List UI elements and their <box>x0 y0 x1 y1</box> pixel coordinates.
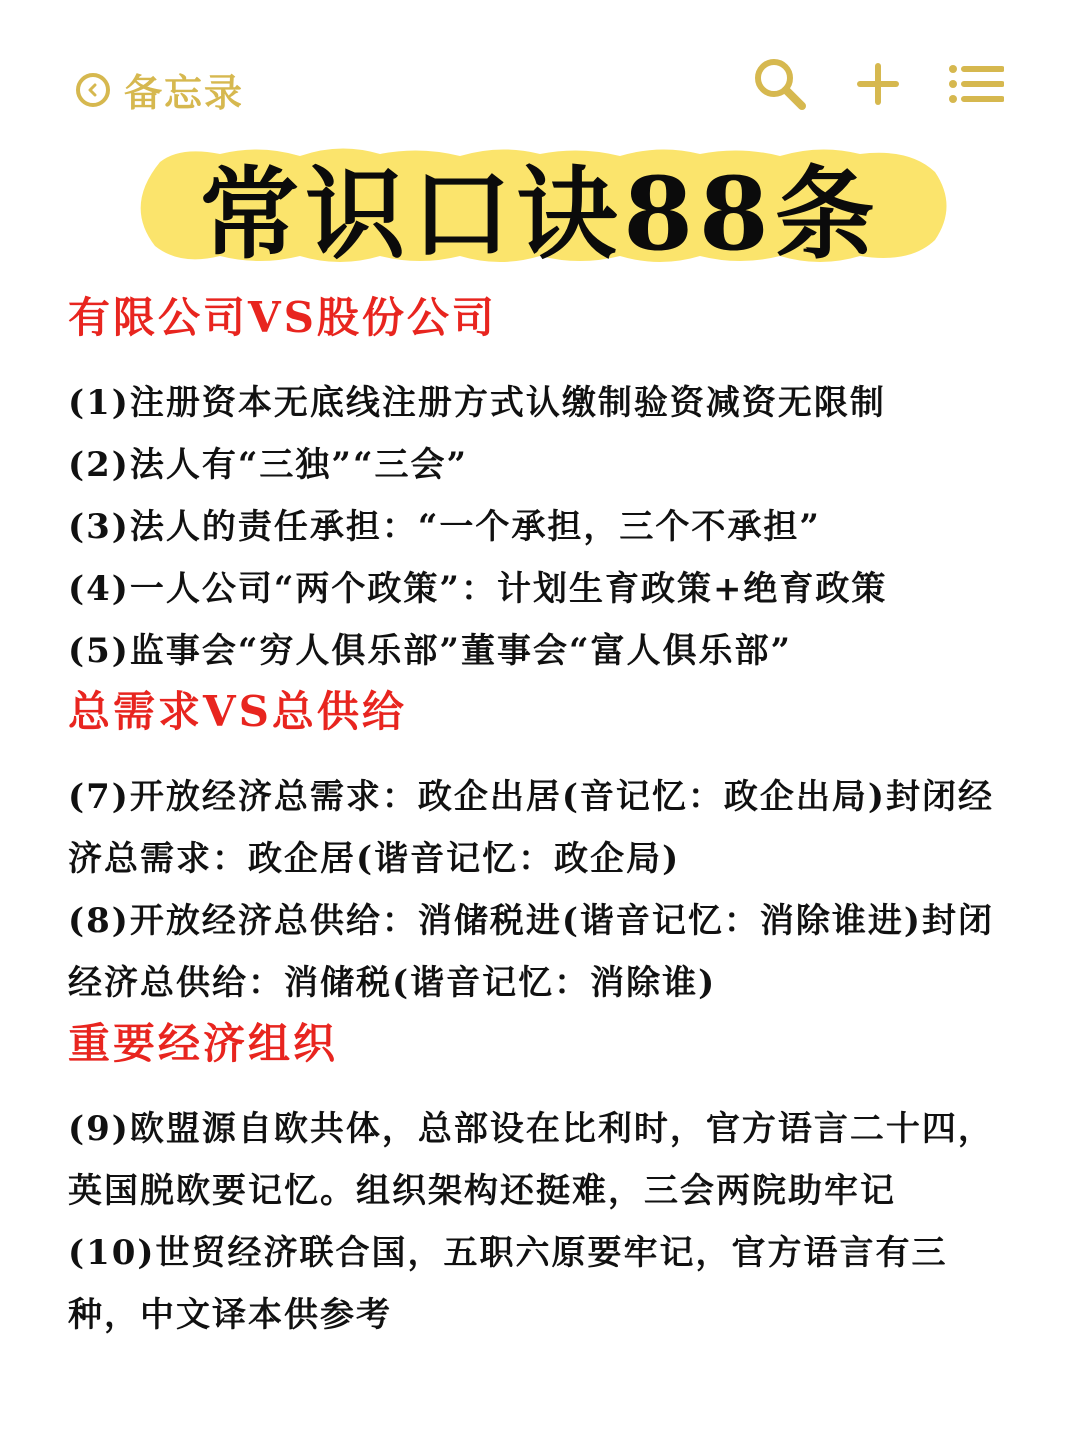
section-title: 重要经济组织 <box>68 1019 339 1068</box>
list-item: (2)法人有“三独”“三会” <box>68 445 469 485</box>
add-icon[interactable] <box>856 62 900 106</box>
list-item: (9)欧盟源自欧共体，总部设在比利时，官方语言二十四，英国脱欧要记忆。组织架构还挺难，三会两院助牢记 <box>68 1109 994 1211</box>
section-demand-supply <box>68 682 1018 1014</box>
list-item: (7)开放经济总需求：政企出居(音记忆：政企出局)封闭经济总需求：政企居(谐音记忆：政企局) <box>68 777 995 879</box>
back-label: 备忘录 <box>124 71 245 115</box>
list-icon[interactable] <box>948 64 1004 104</box>
back-chevron-icon <box>76 73 110 107</box>
search-icon[interactable] <box>752 56 808 112</box>
item-list <box>68 766 1018 1014</box>
spacer <box>68 1074 1018 1098</box>
top-bar <box>0 0 1080 150</box>
list-item: (1)注册资本无底线注册方式认缴制验资减资无限制 <box>68 383 886 423</box>
list-item: (3)法人的责任承担：“一个承担，三个不承担” <box>68 507 821 547</box>
spacer <box>68 742 1018 766</box>
item-list <box>68 372 1018 682</box>
section-organizations <box>68 1014 1018 1346</box>
list-item: (10)世贸经济联合国，五职六原要牢记，官方语言有三种，中文译本供参考 <box>68 1233 948 1335</box>
section-title: 有限公司VS股份公司 <box>68 293 497 342</box>
list-item: (8)开放经济总供给：消储税进(谐音记忆：消除谁进)封闭经济总供给：消储税(谐音记忆：消除谁) <box>68 901 995 1003</box>
note-body <box>68 282 1018 1346</box>
list-item: (4)一人公司“两个政策”：计划生育政策+绝育政策 <box>68 569 888 609</box>
section-company <box>68 288 1018 682</box>
page-title: 常识口诀88条 <box>199 155 881 273</box>
section-title: 总需求VS总供给 <box>68 687 407 736</box>
item-list <box>68 1098 1018 1346</box>
spacer <box>68 348 1018 372</box>
toolbar-icons <box>752 56 1004 112</box>
back-button[interactable] <box>76 62 244 117</box>
title-banner <box>120 142 960 273</box>
list-item: (5)监事会“穷人俱乐部”董事会“富人俱乐部” <box>68 631 793 671</box>
